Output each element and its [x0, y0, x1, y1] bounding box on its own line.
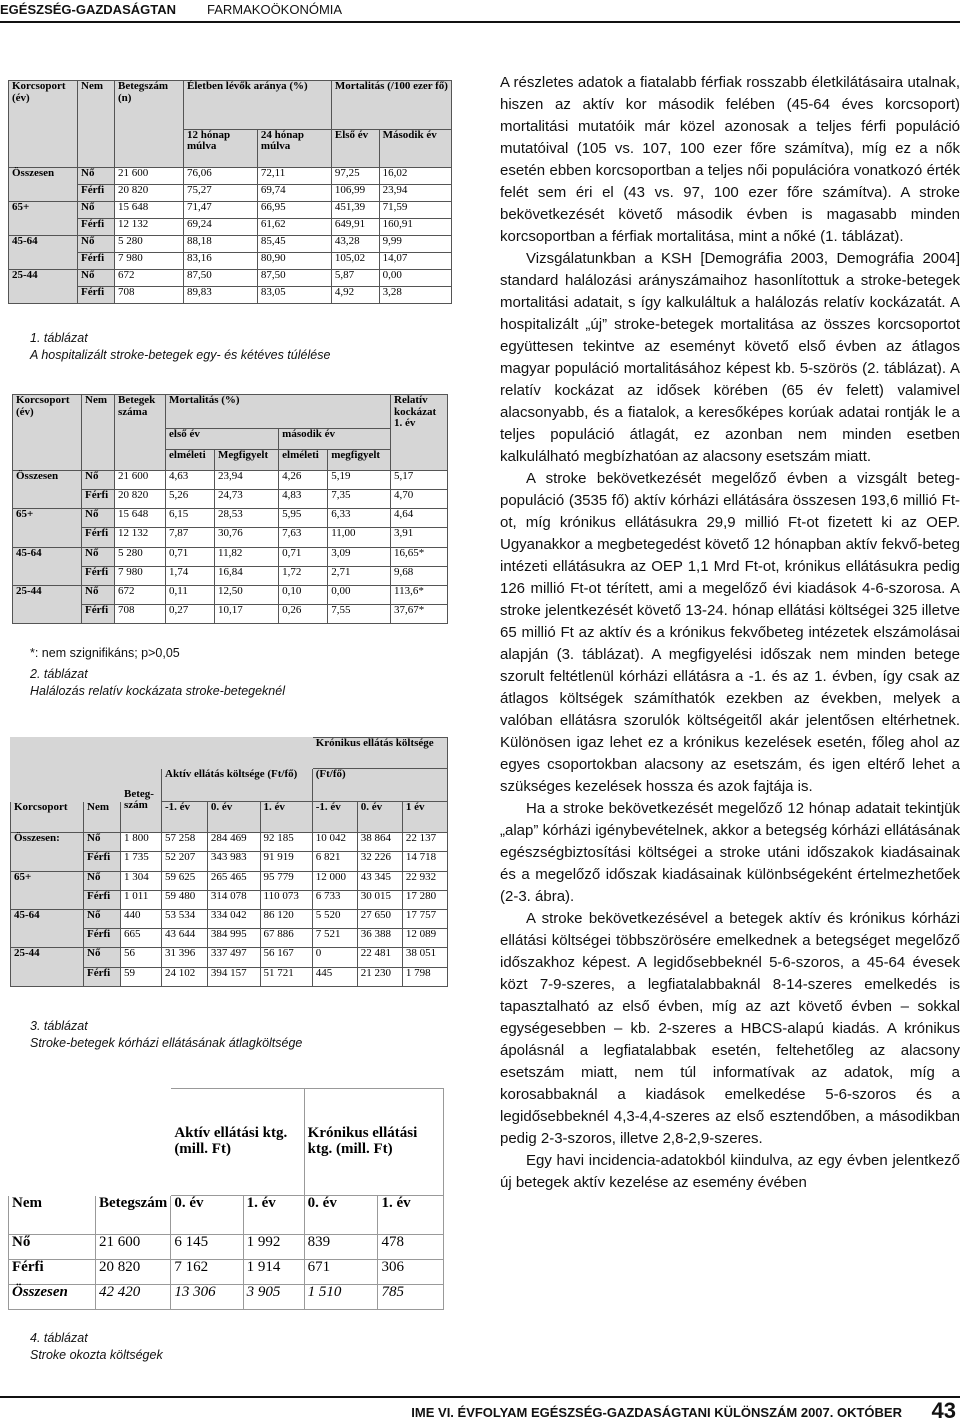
t1-header-y1: Első év: [331, 129, 379, 167]
table-cell: 1 992: [243, 1235, 304, 1260]
table-cell: 160,91: [379, 218, 451, 235]
table-cell: 4,83: [279, 490, 328, 509]
table-1-number: 1. táblázat: [30, 331, 88, 345]
t1-header-y2: Második év: [379, 129, 451, 167]
paragraph: Ha a stroke bekövetkezését megelőző 12 hónap adatait tekintjük „alap” kórházi igénybevételnek, akkor a betegség kórházi ellátásának egészségbiztosítási költségei a stroke utáni időszakok kiadásainak és a megelőző időszak kiadásainak különbségeként értelmezhetőek (2-3. ábra).: [500, 800, 960, 905]
table-cell: 5,95: [279, 509, 328, 528]
table-cell: 1,74: [166, 566, 215, 585]
table-cell: 11,82: [215, 547, 279, 566]
table-cell: 88,18: [184, 235, 258, 252]
table-cell: 0,71: [279, 547, 328, 566]
table-cell: 37,67*: [391, 604, 448, 623]
t2-header-theo: elméleti: [166, 449, 215, 470]
table-cell: 95 779: [260, 871, 312, 890]
table-cell: 87,50: [257, 269, 331, 286]
table-cell: 113,6*: [391, 585, 448, 604]
group-label: 45-64: [9, 235, 78, 269]
table-row: [9, 269, 452, 286]
table-cell: 43 644: [162, 929, 208, 948]
table-cell: 7 521: [312, 929, 357, 948]
t2-header-sex: Nem: [82, 395, 115, 471]
table-2-caption: [30, 645, 285, 700]
t3-header-chronic: Krónikus ellátás költsége: [312, 738, 447, 769]
group-label: 65+: [11, 871, 84, 909]
table-cell: 1 011: [121, 890, 162, 909]
header-rule: [0, 21, 960, 23]
table-row: [11, 948, 448, 967]
sex-cell: Nő: [82, 471, 115, 490]
table-cell: 1 304: [121, 871, 162, 890]
t4-col-2: 0. év: [304, 1196, 378, 1235]
table-1-caption: [30, 330, 330, 364]
sex-cell: Összesen: [9, 1285, 96, 1310]
table-cell: 59: [121, 967, 162, 986]
table-cell: 52 207: [162, 852, 208, 871]
table-cell: 24 102: [162, 967, 208, 986]
table-cell: 672: [115, 585, 166, 604]
t4-header-active: Aktív ellátási ktg. (mill. Ft): [171, 1089, 304, 1196]
table-cell: 22 137: [402, 833, 447, 852]
table-cell: 16,02: [379, 167, 451, 184]
table-cell: 80,90: [257, 252, 331, 269]
table-cell: 7,35: [328, 490, 391, 509]
table-cell: 2,71: [328, 566, 391, 585]
t2-header-first: első év: [166, 428, 279, 449]
sex-cell: Férfi: [78, 286, 115, 303]
table-cell: 51 721: [260, 967, 312, 986]
table-cell: 106,99: [331, 184, 379, 201]
table-cell: 15 648: [115, 201, 184, 218]
table-cell: 3,91: [391, 528, 448, 547]
sex-cell: Nő: [84, 871, 121, 890]
table-cell: 6 821: [312, 852, 357, 871]
table-cell: 334 042: [207, 910, 260, 929]
table-cell: 671: [304, 1260, 378, 1285]
table-cell: 59 625: [162, 871, 208, 890]
table-cell: 0,10: [279, 585, 328, 604]
table-row: [13, 547, 448, 566]
t3-col-2: 1. év: [260, 802, 312, 833]
journal-info: IME VI. ÉVFOLYAM EGÉSZSÉG-GAZDASÁGTANI KÜLÖNSZÁM 2007. OKTÓBER: [411, 1405, 902, 1420]
t3-header-chronic-unit: (Ft/fő): [312, 768, 447, 802]
paragraph: A részletes adatok a fiatalabb férfiak rosszabb életkilátásaira utalnak, hiszen az aktív kor második felében (45-64 éves korcsoport) mortalitási mutatóik már közel azonosak a teljes férfi populáció mutatóival (105 vs. 107, 100 ezer főre számítva), míg ez a nők esetén ebben korcsoportban a teljes női populációra vonatkozó érték felét sem éri el (43 vs. 97, 100 ezer főre számítva). A stroke bekövetkezését követő második évben is magasabb minden korcsoportban a férfiak mortalitása, mint a nőké (1. táblázat).: [500, 74, 960, 245]
table-cell: 1 510: [304, 1285, 378, 1310]
table-cell: 440: [121, 910, 162, 929]
sex-cell: Férfi: [9, 1260, 96, 1285]
group-label: 25-44: [13, 585, 82, 623]
subsection-title: FARMAKOÖKONÓMIA: [207, 2, 343, 17]
table-cell: 23,94: [215, 471, 279, 490]
table-cell: 42 420: [96, 1285, 171, 1310]
t3-header-age: Korcsoport: [11, 802, 84, 833]
table-4-title: Stroke okozta költségek: [30, 1347, 163, 1362]
table-cell: 9,99: [379, 235, 451, 252]
table-cell: 5 280: [115, 235, 184, 252]
table-cell: 16,84: [215, 566, 279, 585]
table-cell: 30,76: [215, 528, 279, 547]
table-row: [9, 167, 452, 184]
table-cell: 6,15: [166, 509, 215, 528]
table-cell: 665: [121, 929, 162, 948]
group-label: Összesen: [9, 167, 78, 201]
table-cell: 23,94: [379, 184, 451, 201]
table-cell: 16,65*: [391, 547, 448, 566]
footer-rule: [0, 1396, 960, 1398]
table-row: [9, 201, 452, 218]
table-cell: 4,92: [331, 286, 379, 303]
table-cell: 4,26: [279, 471, 328, 490]
sex-cell: Férfi: [84, 890, 121, 909]
table-row: [9, 1260, 444, 1285]
table-cell: 5,87: [331, 269, 379, 286]
t3-col-1: 0. év: [207, 802, 260, 833]
t4-header-chronic: Krónikus ellátási ktg. (mill. Ft): [304, 1089, 443, 1196]
table-cell: 17 280: [402, 890, 447, 909]
table-cell: 1 914: [243, 1260, 304, 1285]
sex-cell: Férfi: [82, 528, 115, 547]
table-cell: 10 042: [312, 833, 357, 852]
table-cell: 384 995: [207, 929, 260, 948]
table-cell: 22 932: [402, 871, 447, 890]
table-cell: 7,87: [166, 528, 215, 547]
table-row: [13, 509, 448, 528]
table-cell: 15 648: [115, 509, 166, 528]
table-cell: 92 185: [260, 833, 312, 852]
table-cell: 394 157: [207, 967, 260, 986]
table-cell: 76,06: [184, 167, 258, 184]
table-cell: 69,74: [257, 184, 331, 201]
table-cell: 0,11: [166, 585, 215, 604]
table-row: [9, 235, 452, 252]
table-cell: 6 733: [312, 890, 357, 909]
group-label: 25-44: [11, 948, 84, 987]
table-cell: 38 864: [357, 833, 402, 852]
group-label: 45-64: [11, 910, 84, 948]
table-cell: 7 980: [115, 252, 184, 269]
t3-col-5: 1 év: [402, 802, 447, 833]
table-cell: 1,72: [279, 566, 328, 585]
table-cell: 6 145: [171, 1235, 243, 1260]
table-cell: 27 650: [357, 910, 402, 929]
table-cell: 97,25: [331, 167, 379, 184]
group-label: 25-44: [9, 269, 78, 303]
t3-col-3: -1. év: [312, 802, 357, 833]
table-cell: 839: [304, 1235, 378, 1260]
section-title: EGÉSZSÉG-GAZDASÁGTAN: [0, 2, 176, 17]
t2-header-mortality: Mortalitás (%): [166, 395, 391, 429]
article-body: [500, 72, 960, 1194]
sex-cell: Nő: [78, 235, 115, 252]
table-3-number: 3. táblázat: [30, 1019, 88, 1033]
table-2-note: *: nem szignifikáns; p>0,05: [30, 646, 180, 660]
table-cell: 105,02: [331, 252, 379, 269]
sex-cell: Nő: [84, 910, 121, 929]
table-cell: 3,09: [328, 547, 391, 566]
sex-cell: Nő: [82, 547, 115, 566]
t3-col-0: -1. év: [162, 802, 208, 833]
table-4-caption: [30, 1330, 163, 1364]
sex-cell: Nő: [84, 948, 121, 967]
table-cell: 24,73: [215, 490, 279, 509]
t3-header-n: Beteg-szám: [121, 768, 162, 832]
table-cell: 21 600: [115, 471, 166, 490]
sex-cell: Férfi: [78, 218, 115, 235]
table-cell: 31 396: [162, 948, 208, 967]
table-cell: 284 469: [207, 833, 260, 852]
paragraph: A stroke bekövetkezésével a betegek aktív és krónikus kórházi ellátási költségei többszörösére emelkednek a betegséget megelőző időszakhoz képest. A legidősebbeknél 5-6-szoros, a 45-64 évesek közt 7-9-szeres, a legfiatalabbaknál 8-14-szeres emelkedés is tapasztalható az első évben, míg az azt követő évben – sokkal egységesebben – kb. 2-szeres a HBCS-alapú kiadás. A krónikus ápolásnál a legfiatalabbak esetén, feltehetőleg az alacsony esetszám miatt, nem túl informatívak az adatok, míg a korosabbaknál a kiadások emelkedése 5-6-szoros és a legidősebbeknél 4,3-4,4-szeres az első esztendőben, a másodikban pedig 2-3-szoros, illetve 2,8-2,9-szeres.: [500, 910, 960, 1147]
sex-cell: Férfi: [78, 252, 115, 269]
table-cell: 7 980: [115, 566, 166, 585]
sex-cell: Nő: [9, 1235, 96, 1260]
table-cell: 30 015: [357, 890, 402, 909]
table-cell: 0,00: [379, 269, 451, 286]
table-cell: 445: [312, 967, 357, 986]
t1-header-12m: 12 hónap múlva: [184, 129, 258, 167]
table-row: [11, 871, 448, 890]
table-cell: 12 089: [402, 929, 447, 948]
sex-cell: Férfi: [78, 184, 115, 201]
table-cell: 12 000: [312, 871, 357, 890]
table-cell: 649,91: [331, 218, 379, 235]
table-cell: 3,28: [379, 286, 451, 303]
table-cell: 12,50: [215, 585, 279, 604]
sex-cell: Férfi: [84, 929, 121, 948]
sex-cell: Nő: [78, 201, 115, 218]
table-cell: 306: [378, 1260, 444, 1285]
t2-header-n: Betegek száma: [115, 395, 166, 471]
t2-header-theo2: elméleti: [279, 449, 328, 470]
t1-header-age: Korcsoport (év): [9, 81, 78, 168]
table-cell: 21 600: [96, 1235, 171, 1260]
table-cell: 0: [312, 948, 357, 967]
t2-header-rr: Relatív kockázat 1. év: [391, 395, 448, 471]
t4-col-3: 1. év: [378, 1196, 444, 1235]
table-cell: 69,24: [184, 218, 258, 235]
t2-header-age: Korcsoport (év): [13, 395, 82, 471]
group-label: 45-64: [13, 547, 82, 585]
table-cell: 75,27: [184, 184, 258, 201]
table-cell: 56: [121, 948, 162, 967]
table-4: [8, 1088, 444, 1310]
sex-cell: Nő: [84, 833, 121, 852]
t1-header-mortality: Mortalitás (/100 ezer fő): [331, 81, 451, 130]
table-cell: 110 073: [260, 890, 312, 909]
table-cell: 66,95: [257, 201, 331, 218]
table-2: [12, 394, 448, 624]
table-cell: 1 798: [402, 967, 447, 986]
table-cell: 17 757: [402, 910, 447, 929]
table-cell: 708: [115, 604, 166, 623]
table-1-title: A hospitalizált stroke-betegek egy- és kétéves túlélése: [30, 347, 331, 362]
table-cell: 5 520: [312, 910, 357, 929]
table-cell: 20 820: [96, 1260, 171, 1285]
table-cell: 91 919: [260, 852, 312, 871]
paragraph: Vizsgálatunkban a KSH [Demográfia 2003, Demográfia 2004] standard halálozási arányszámaihoz hasonlítottuk a stroke-betegek mortalitási adatait, s így kalkuláltuk a halálozás relatív kockázatát. A hospitalizált „új” stroke-betegek mortalitása az összes korcsoportot együttesen tekintve az eseményt követő első évben az átlagos magyar populáció mortalitásához képest kb. 5-szörös (2. táblázat). A relatív kockázat az idősek körében (65 év felett) valamivel alacsonyabb, és a fiatalok, a keresőképes korúak adatai rontják le a teljes populáció átlagát, ez azonban nem minden esetben kalkulálható megbízhatóan az alacsony esetszám miatt.: [500, 250, 960, 465]
group-label: Összesen:: [11, 833, 84, 871]
table-cell: 0,27: [166, 604, 215, 623]
table-cell: 785: [378, 1285, 444, 1310]
sex-cell: Férfi: [82, 566, 115, 585]
table-cell: 1 800: [121, 833, 162, 852]
table-1: [8, 80, 452, 304]
table-2-number: 2. táblázat: [30, 666, 88, 681]
page-footer: [0, 1396, 960, 1423]
table-cell: 265 465: [207, 871, 260, 890]
table-cell: 36 388: [357, 929, 402, 948]
table-cell: 708: [115, 286, 184, 303]
sex-cell: Férfi: [82, 490, 115, 509]
t1-header-24m: 24 hónap múlva: [257, 129, 331, 167]
table-cell: 72,11: [257, 167, 331, 184]
t1-header-survival: Életben lévők aránya (%): [184, 81, 332, 130]
table-cell: 14 718: [402, 852, 447, 871]
table-cell: 85,45: [257, 235, 331, 252]
t2-header-obs: Megfigyelt: [215, 449, 279, 470]
table-cell: 21 600: [115, 167, 184, 184]
table-cell: 12 132: [115, 218, 184, 235]
sex-cell: Férfi: [84, 967, 121, 986]
table-cell: 9,68: [391, 566, 448, 585]
t1-header-n: Betegszám (n): [115, 81, 184, 168]
table-cell: 7 162: [171, 1260, 243, 1285]
table-row: [9, 1285, 444, 1310]
sex-cell: Férfi: [84, 852, 121, 871]
table-cell: 87,50: [184, 269, 258, 286]
table-cell: 343 983: [207, 852, 260, 871]
group-label: 65+: [9, 201, 78, 235]
table-cell: 22 481: [357, 948, 402, 967]
table-cell: 314 078: [207, 890, 260, 909]
table-cell: 4,63: [166, 471, 215, 490]
table-row: [9, 1235, 444, 1260]
table-cell: 20 820: [115, 184, 184, 201]
page-number: 43: [931, 1398, 956, 1423]
sex-cell: Nő: [82, 585, 115, 604]
table-cell: 11,00: [328, 528, 391, 547]
group-label: Összesen: [13, 471, 82, 509]
table-cell: 4,70: [391, 490, 448, 509]
table-3-title: Stroke-betegek kórházi ellátásának átlagköltsége: [30, 1035, 303, 1050]
table-cell: 14,07: [379, 252, 451, 269]
table-cell: 1 735: [121, 852, 162, 871]
table-cell: 3 905: [243, 1285, 304, 1310]
sex-cell: Férfi: [82, 604, 115, 623]
table-cell: 89,83: [184, 286, 258, 303]
table-cell: 59 480: [162, 890, 208, 909]
table-cell: 43 345: [357, 871, 402, 890]
table-3: [10, 737, 448, 987]
table-cell: 20 820: [115, 490, 166, 509]
t3-col-4: 0. év: [357, 802, 402, 833]
t4-header-n: Betegszám: [96, 1196, 171, 1235]
table-row: [13, 471, 448, 490]
t2-header-second: második év: [279, 428, 391, 449]
t1-header-sex: Nem: [78, 81, 115, 168]
table-cell: 7,55: [328, 604, 391, 623]
table-cell: 0,71: [166, 547, 215, 566]
table-cell: 38 051: [402, 948, 447, 967]
table-cell: 0,26: [279, 604, 328, 623]
sex-cell: Nő: [78, 269, 115, 286]
table-cell: 21 230: [357, 967, 402, 986]
table-cell: 83,05: [257, 286, 331, 303]
table-cell: 43,28: [331, 235, 379, 252]
t4-header-sex: Nem: [9, 1196, 96, 1235]
page-header: [0, 0, 960, 22]
table-cell: 28,53: [215, 509, 279, 528]
table-2-title: Halálozás relatív kockázata stroke-betegeknél: [30, 683, 285, 698]
table-cell: 6,33: [328, 509, 391, 528]
table-cell: 57 258: [162, 833, 208, 852]
table-cell: 83,16: [184, 252, 258, 269]
table-cell: 5,17: [391, 471, 448, 490]
table-cell: 672: [115, 269, 184, 286]
table-cell: 86 120: [260, 910, 312, 929]
table-cell: 5,19: [328, 471, 391, 490]
table-cell: 12 132: [115, 528, 166, 547]
table-cell: 67 886: [260, 929, 312, 948]
table-row: [11, 910, 448, 929]
table-cell: 478: [378, 1235, 444, 1260]
table-cell: 71,47: [184, 201, 258, 218]
table-4-number: 4. táblázat: [30, 1331, 88, 1345]
table-cell: 5,26: [166, 490, 215, 509]
sex-cell: Nő: [82, 509, 115, 528]
t4-col-1: 1. év: [243, 1196, 304, 1235]
table-cell: 71,59: [379, 201, 451, 218]
table-row: [11, 833, 448, 852]
group-label: 65+: [13, 509, 82, 547]
table-cell: 61,62: [257, 218, 331, 235]
t4-col-0: 0. év: [171, 1196, 243, 1235]
t2-header-obs2: megfigyelt: [328, 449, 391, 470]
table-cell: 337 497: [207, 948, 260, 967]
table-cell: 7,63: [279, 528, 328, 547]
paragraph: A stroke bekövetkezését megelőző évben a vizsgált beteg-populáció (3535 fő) aktív kórházi ellátására összesen 193,6 millió Ft-ot, míg krónikus ellátásukra 29,9 millió Ft-ot fizetett ki az OEP. Ugyanakkor a megbetegedést követő 12 hónapban aktív fekvő-beteg intézeti ellátásukra az OEP 1,1 Mrd Ft-ot, krónikus ellátásukra pedig 126 millió Ft-ot térített, ami a megelőző évi kiadások 4-6-szorosa. A stroke jelentkezését követő 13-24. hónap ellátási költségei 325 illetve 65 millió Ft az aktív és a krónikus fekvőbeteg intézetek elszámolásai alapján (3. táblázat). A megfigyelési időszak nem minden betege szorult feltétlenül kórházi ellátásra a -1. és az 1. évben, így csak az átlagos költségek számíthatók ezekben az években, melyek a valóban ellátásra szorulók költségeitől akár jelentősen eltérhetnek. Különösen igaz lehet ez a krónikus kezelések esetén, főleg ahol az egyes csoportokban alacsony az esetszám, és igen eltérő lehet a szükséges kezelések hossza és azok fajtája is.: [500, 470, 960, 795]
table-3-caption: [30, 1018, 302, 1052]
sex-cell: Nő: [78, 167, 115, 184]
paragraph: Egy havi incidencia-adatokból kiindulva, az egy évben jelentkező új betegek aktív kezelése az esemény évében: [500, 1152, 960, 1191]
table-cell: 13 306: [171, 1285, 243, 1310]
table-cell: 451,39: [331, 201, 379, 218]
table-cell: 53 534: [162, 910, 208, 929]
table-cell: 56 167: [260, 948, 312, 967]
table-cell: 4,64: [391, 509, 448, 528]
table-row: [13, 585, 448, 604]
t3-header-active: Aktív ellátás költsége (Ft/fő): [162, 768, 313, 802]
table-cell: 5 280: [115, 547, 166, 566]
t3-header-sex: Nem: [84, 802, 121, 833]
table-cell: 10,17: [215, 604, 279, 623]
table-cell: 0,00: [328, 585, 391, 604]
table-cell: 32 226: [357, 852, 402, 871]
